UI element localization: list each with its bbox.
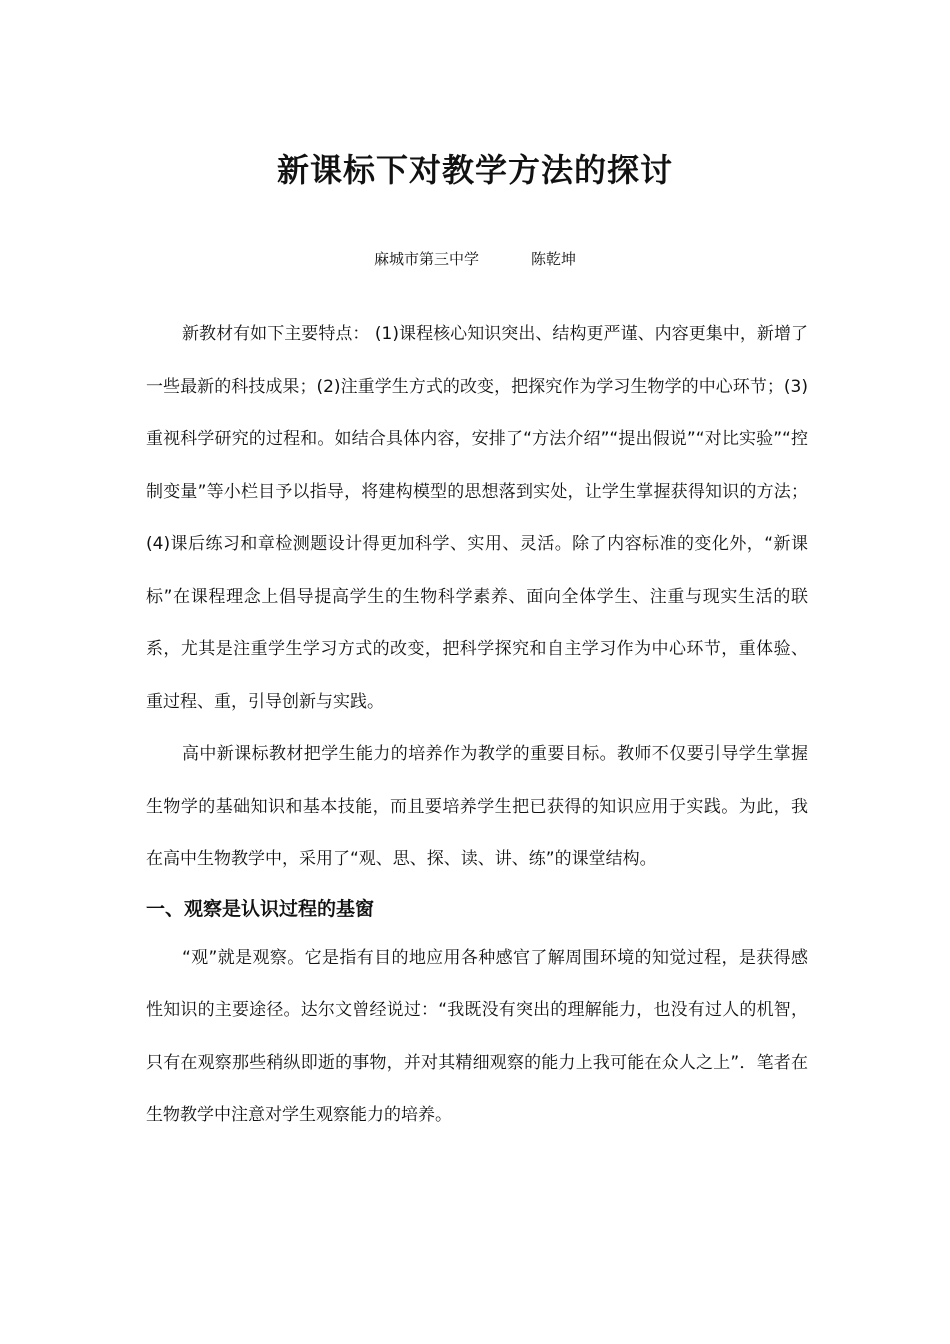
byline bbox=[0, 248, 950, 270]
document-title: 新课标下对教学方法的探讨 bbox=[276, 151, 673, 190]
author-school: 麻城市第三中学 bbox=[373, 250, 479, 268]
paragraph-ability-goal: 高中新课标教材把学生能力的培养作为教学的重要目标。教师不仅要引导学生掌握生物学的基础知识和基本技能，而且要培养学生把已获得的知识应用于实践。为此，我在高中生物教学中，采用了“观、思、探、读、讲、练”的课堂结构。 bbox=[146, 744, 808, 869]
paragraph-observation: “观”就是观察。它是指有目的地应用各种感官了解周围环境的知觉过程，是获得感性知识的主要途径。达尔文曾经说过：“我既没有突出的理解能力，也没有过人的机智，只有在观察那些稍纵即逝的事物，并对其精细观察的能力上我可能在众人之上”．笔者在生物教学中注意对学生观察能力的培养。 bbox=[146, 947, 808, 1125]
document-body bbox=[146, 308, 808, 1142]
author-name: 陈乾坤 bbox=[531, 250, 577, 268]
section-heading-observation: 一、观察是认识过程的基窗 bbox=[146, 897, 375, 920]
paragraph-textbook-features: 新教材有如下主要特点： (1)课程核心知识突出、结构更严谨、内容更集中，新增了一些最新的科技成果；(2)注重学生方式的改变，把探究作为学习生物学的中心环节；(3)重视科学研究的过程和。如结合具体内容，安排了“方法介绍”“提出假说”“对比实验”“控制变量”等小栏目予以指导，将建构模型的思想落到实处，让学生掌握获得知识的方法；(4)课后练习和章检测题设计得更加科学、实用、灵活。除了内容标准的变化外，“新课标”在课程理念上倡导提高学生的生物科学素养、面向全体学生、注重与现实生活的联系，尤其是注重学生学习方式的改变，把科学探究和自主学习作为中心环节，重体验、重过程、重，引导创新与实践。 bbox=[146, 324, 808, 712]
